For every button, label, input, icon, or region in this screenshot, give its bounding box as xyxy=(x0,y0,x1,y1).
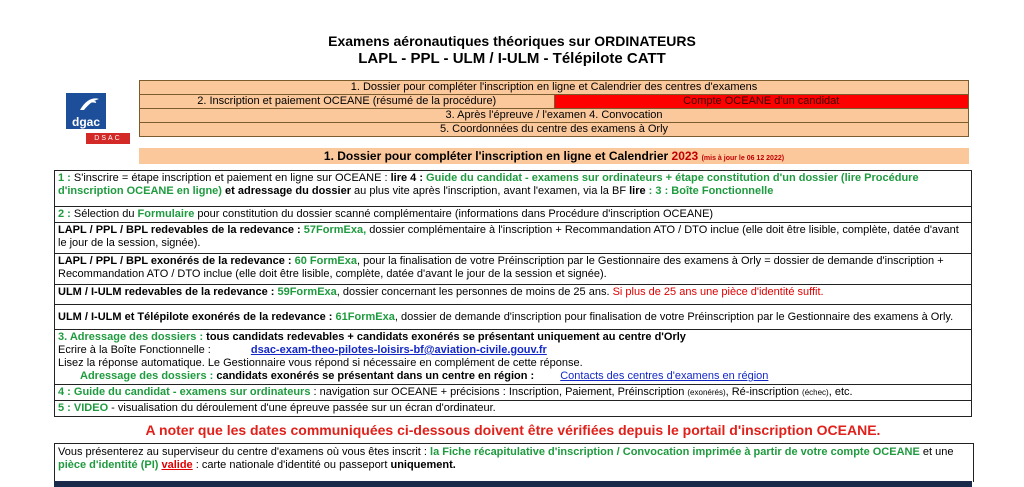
menu-item-3-4[interactable]: 3. Après l'épreuve / l'examen 4. Convocation xyxy=(140,109,969,123)
video-link[interactable]: 5 : VIDEO xyxy=(58,402,109,414)
logo-box xyxy=(66,93,106,129)
logo-sub: DSAC xyxy=(86,133,130,144)
dgac-logo xyxy=(66,93,132,153)
regional-contacts-link[interactable]: Contacts des centres d'examens en région xyxy=(560,370,769,382)
section-year: 2023 xyxy=(671,149,699,163)
section-banner xyxy=(139,148,969,164)
info-row-2: 2 : Sélection du Formulaire pour constitution du dossier scanné complémentaire (informations dans Procédure d'inscription OCEANE) xyxy=(55,207,972,223)
menu-item-1[interactable]: 1. Dossier pour compléter l'inscription en ligne et Calendrier des centres d'examens xyxy=(140,81,969,95)
form61-link[interactable]: 61FormExa xyxy=(335,310,395,323)
info-row-4: LAPL / PPL / BPL exonérés de la redevance : 60 FormExa, pour la finalisation de votre Préinscription par le Gestionnaire des examens à Orly = dossier de demande d'inscription + Recommandation ATO / DTO inclue (elle doit être lisible, complète, datée d'avant le jour de la session et signée). xyxy=(55,254,972,285)
bf-email-link[interactable]: dsac-exam-theo-pilotes-loisirs-bf@aviation-civile.gouv.fr xyxy=(250,344,547,356)
page-title: Examens aéronautiques théoriques sur ORDINATEURS xyxy=(328,33,696,49)
info-row-8: 4 : Guide du candidat - examens sur ordinateurs : navigation sur OCEANE + précisions : Inscription, Paiement, Préinscription (exonérés), Ré-inscription (échec), etc. xyxy=(55,385,972,401)
menu-item-2[interactable]: 2. Inscription et paiement OCEANE (résumé de la procédure) xyxy=(140,95,555,109)
info-row-7: 3. Adressage des dossiers : tous candidats redevables + candidats exonérés se présentant uniquement au centre d'Orly Ecrire à la Boîte Fonctionnelle : dsac-exam-theo-pilotes-loisirs-bf@aviation-civile.gouv.fr Lisez la réponse automatique. Le Gestionnaire vous répond si nécessaire en complément de cette réponse. Adressage des dossiers : candidats exonérés se présentant dans un centre en région : Contacts des centres d'examens en région xyxy=(55,330,972,385)
formulaire-link[interactable]: Formulaire xyxy=(137,208,195,220)
menu-item-5[interactable]: 5. Coordonnées du centre des examens à Orly xyxy=(140,123,969,137)
info-row-9: 5 : VIDEO - visualisation du déroulement d'une épreuve passée sur un écran d'ordinateur. xyxy=(55,401,972,417)
menu-item-2-account[interactable]: Compte OCEANE d'un candidat xyxy=(554,95,969,109)
logo-text: dgac xyxy=(71,115,100,129)
nav-menu xyxy=(139,80,969,137)
notice-box: Vous présenterez au superviseur du centre d'examens où vous êtes inscrit : la Fiche récapitulative d'inscription / Convocation imprimée à partir de votre compte OCEANE et une pièce d'identité (PI) valide : carte nationale d'identité ou passeport uniquement. xyxy=(54,443,974,482)
section-title: 1. Dossier pour compléter l'inscription en ligne et Calendrier xyxy=(323,149,669,163)
form57-link[interactable]: 57FormExa, xyxy=(303,224,367,236)
form59-link[interactable]: 59FormExa xyxy=(277,286,337,298)
warning-text: A noter que les dates communiquées ci-dessous doivent être vérifiées depuis le portail d'inscription OCEANE. xyxy=(145,422,881,438)
info-table xyxy=(54,170,972,417)
bird-icon xyxy=(66,93,106,115)
info-row-3: LAPL / PPL / BPL redevables de la redevance : 57FormExa, dossier complémentaire à l'inscription + Recommandation ATO / DTO inclue (elle doit être lisible, complète, datée d'avant le jour de la session, signée). xyxy=(55,223,972,254)
guide-link[interactable]: Guide du candidat - examens sur ordinateurs + étape constitution d'un dossier (lire Procédure d'inscription OCEANE en ligne) xyxy=(58,172,919,197)
page-subtitle: LAPL - PPL - ULM / I-ULM - Télépilote CATT xyxy=(358,50,666,67)
form60-link[interactable]: 60 FormExa xyxy=(294,255,357,267)
candidate-guide-link[interactable]: 4 : Guide du candidat - examens sur ordinateurs xyxy=(58,386,311,398)
info-row-5: ULM / I-ULM redevables de la redevance : 59FormExa, dossier concernant les personnes de moins de 25 ans. Si plus de 25 ans une pièce d'identité suffit. xyxy=(55,285,972,305)
info-row-1: 1 : S'inscrire = étape inscription et paiement en ligne sur OCEANE : lire 4 : Guide du candidat - examens sur ordinateurs + étape constitution d'un dossier (lire Procédure d'inscription OCEANE en ligne) et adressage du dossier au plus vite après l'inscription, avant l'examen, via la BF lire : 3 : Boîte Fonctionnelle xyxy=(55,171,972,207)
section-update: (mis à jour le 06 12 2022) xyxy=(701,155,785,162)
calendar-table-header xyxy=(54,481,972,487)
info-row-6: ULM / I-ULM et Télépilote exonérés de la redevance : 61FormExa, dossier de demande d'inscription pour finalisation de votre Préinscription par le Gestionnaire des examens à Orly. xyxy=(55,305,972,330)
bf-link[interactable]: : 3 : Boîte Fonctionnelle xyxy=(645,185,774,197)
